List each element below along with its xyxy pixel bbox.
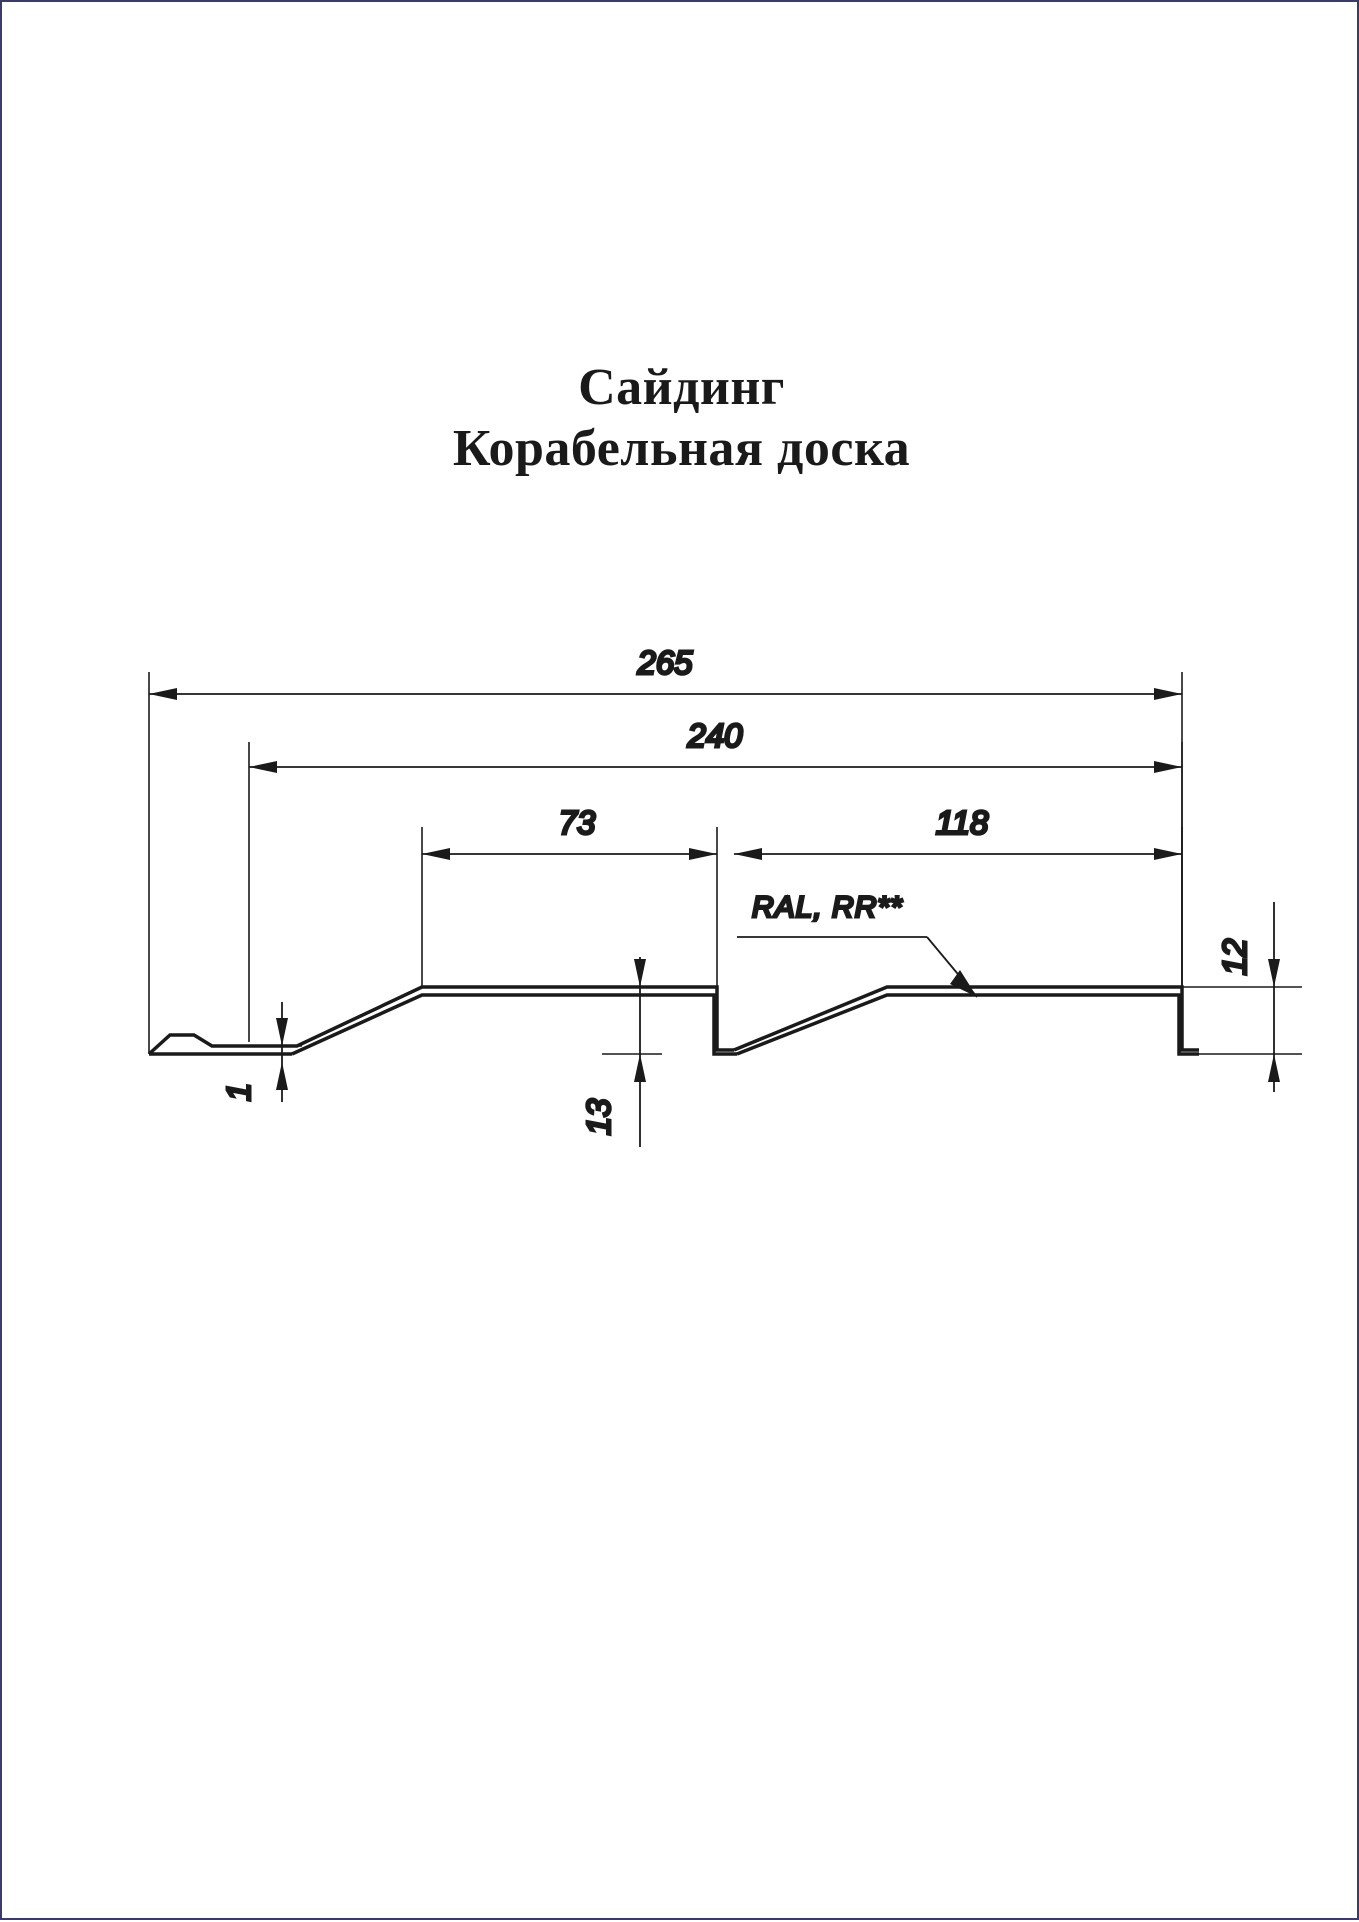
dimension-label-1: 1 — [220, 1082, 257, 1102]
dimension-118 — [734, 848, 1182, 860]
dimension-1 — [276, 1002, 288, 1102]
title-line-2: Корабельная доска — [452, 420, 911, 478]
dimension-label-118: 118 — [935, 804, 989, 841]
dimension-240 — [249, 761, 1182, 773]
profile-outline — [149, 987, 1199, 1054]
dimension-label-265: 265 — [637, 644, 693, 681]
dimension-label-240: 240 — [687, 717, 743, 754]
dimension-label-12: 12 — [1216, 938, 1253, 976]
material-note-label: RAL, RR** — [752, 891, 903, 924]
dimension-label-73: 73 — [558, 804, 596, 841]
dimension-label-13: 13 — [580, 1098, 617, 1136]
dimension-265 — [149, 688, 1182, 700]
dimension-73 — [422, 848, 717, 860]
profile-drawing — [2, 2, 1359, 1922]
title-line-1: Сайдинг — [578, 359, 785, 416]
dimension-12 — [1268, 902, 1280, 1092]
